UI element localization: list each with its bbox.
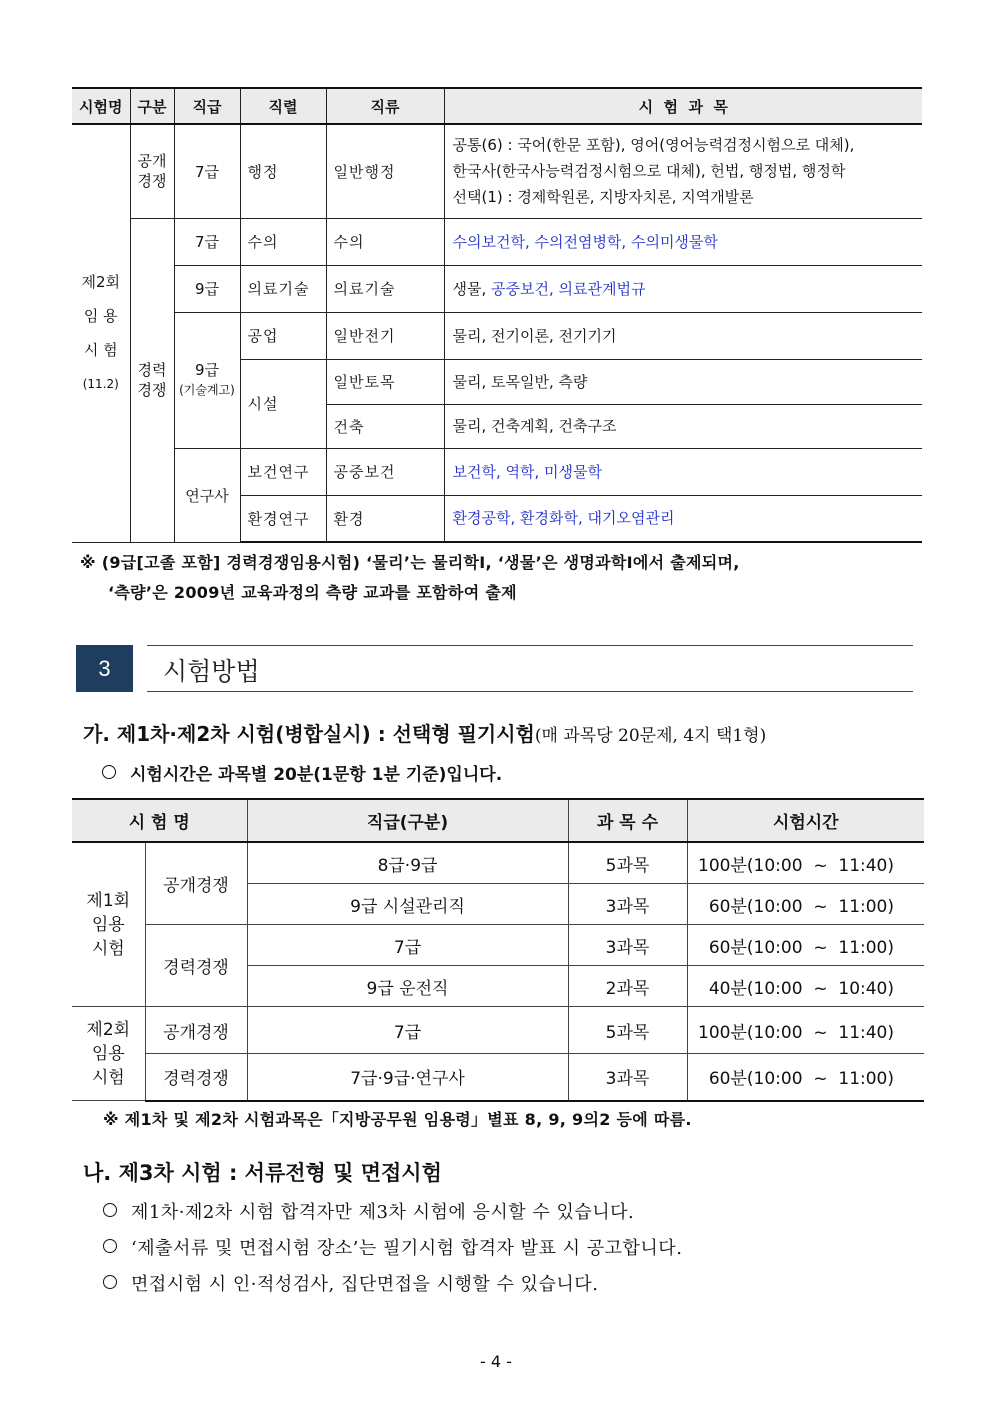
time-cell: 100분(10:00 ~ 11:40) — [687, 1007, 924, 1054]
category-career: 경력 경쟁 — [130, 218, 174, 542]
grade-cell: 7급·9급·연구사 — [247, 1054, 568, 1101]
category-career: 경력경쟁 — [145, 925, 247, 1007]
note-line: ‘측량’은 2009년 교육과정의 측량 교과를 포함하여 출제 — [108, 583, 517, 602]
count-cell: 3과목 — [568, 1054, 687, 1101]
circle-bullet-icon — [103, 1203, 117, 1217]
series-cell: 행정 — [240, 124, 326, 218]
category-career: 경력경쟁 — [145, 1054, 247, 1101]
header-category: 구분 — [130, 88, 174, 124]
subjects-cell: 물리, 건축계획, 건축구조 — [444, 404, 922, 448]
series-cell: 보건연구 — [240, 448, 326, 495]
circle-bullet-icon — [103, 1275, 117, 1289]
grade-label: 9급 — [194, 361, 220, 379]
table-header-row — [72, 799, 924, 842]
bullet-text: 제1차·제2차 시험 합격자만 제3차 시험에 응시할 수 있습니다. — [131, 1202, 635, 1223]
section-divider — [147, 691, 913, 692]
exam-name-line: 임 용 — [83, 307, 118, 326]
count-cell: 5과목 — [568, 1007, 687, 1054]
time-cell: 40분(10:00 ~ 10:40) — [687, 966, 924, 1007]
subjects-cell: 수의보건학, 수의전염병학, 수의미생물학 — [444, 218, 922, 265]
header-grade: 직급 — [174, 88, 240, 124]
note-physics-biology — [80, 548, 930, 608]
section-divider — [147, 645, 913, 646]
count-cell: 3과목 — [568, 925, 687, 966]
grade-cell: 7급 — [174, 218, 240, 265]
header-subjects: 시 험 과 목 — [444, 88, 922, 124]
class-cell: 의료기술 — [326, 265, 444, 312]
table-row — [72, 1054, 924, 1101]
subjects-cell: 보건학, 역학, 미생물학 — [444, 448, 922, 495]
table-row — [72, 925, 924, 966]
category-open: 공개경쟁 — [145, 1007, 247, 1054]
grade-cell: 7급 — [247, 925, 568, 966]
header-subject-count: 과 목 수 — [568, 799, 687, 842]
time-cell: 100분(10:00 ~ 11:40) — [687, 842, 924, 884]
subjects-cell: 물리, 토목일반, 측량 — [444, 359, 922, 404]
circle-bullet-icon — [102, 765, 116, 779]
class-cell: 수의 — [326, 218, 444, 265]
class-cell: 일반행정 — [326, 124, 444, 218]
subjects-cell — [444, 265, 922, 312]
header-class: 직류 — [326, 88, 444, 124]
table-row — [72, 842, 924, 884]
exam-date: (11.2) — [82, 377, 119, 392]
series-cell: 공업 — [240, 312, 326, 359]
subjects-cell — [444, 124, 922, 218]
class-cell: 공중보건 — [326, 448, 444, 495]
series-cell: 환경연구 — [240, 495, 326, 542]
grade-cell: 9급 운전직 — [247, 966, 568, 1007]
subjects-line: 한국사(한국사능력검정시험으로 대체), 헌법, 행정법, 행정학 — [452, 162, 846, 181]
bullet-text: 면접시험 시 인·적성검사, 집단면접을 시행할 수 있습니다. — [131, 1274, 599, 1295]
class-cell: 환경 — [326, 495, 444, 542]
class-cell: 일반전기 — [326, 312, 444, 359]
part-na-heading: 나. 제3차 시험 : 서류전형 및 면접시험 — [83, 1161, 442, 1185]
note-line: ※ (9급[고졸 포함] 경력경쟁임용시험) ‘물리’는 물리학Ⅰ, ‘생물’은 생명과학Ⅰ에서 출제되며, — [80, 553, 740, 572]
table-row — [72, 124, 922, 218]
part-ga-heading-note: (매 과목당 20문제, 4지 택1형) — [534, 726, 767, 746]
note-legal-basis: ※ 제1차 및 제2차 시험과목은「지방공무원 임용령」별표 8, 9, 9의2 등에 따름. — [103, 1110, 692, 1129]
time-cell: 60분(10:00 ~ 11:00) — [687, 884, 924, 925]
grade-cell — [174, 312, 240, 448]
part-na-bullet — [103, 1234, 682, 1260]
subjects-plain: 생물, — [452, 279, 492, 298]
table-row — [72, 218, 922, 265]
exam-name-line: 제2회 — [81, 273, 121, 292]
table-row — [72, 312, 922, 359]
part-ga-heading: 가. 제1차·제2차 시험(병합실시) : 선택형 필기시험 — [83, 722, 535, 746]
table-row — [72, 265, 922, 312]
exam-name-cell — [72, 124, 130, 542]
series-cell: 시설 — [240, 359, 326, 448]
header-exam-name: 시험명 — [72, 88, 130, 124]
grade-note: (기술계고) — [179, 383, 235, 397]
table-header-row — [72, 88, 922, 124]
header-series: 직렬 — [240, 88, 326, 124]
grade-cell: 9급 시설관리직 — [247, 884, 568, 925]
subjects-cell: 환경공학, 환경화학, 대기오염관리 — [444, 495, 922, 542]
count-cell: 5과목 — [568, 842, 687, 884]
subjects-line: 선택(1) : 경제학원론, 지방자치론, 지역개발론 — [452, 188, 754, 207]
time-cell: 60분(10:00 ~ 11:00) — [687, 925, 924, 966]
exam2-cell: 제2회 임용 시험 — [72, 1007, 145, 1101]
bullet-text: 시험시간은 과목별 20분(1문항 1분 기준)입니다. — [130, 765, 503, 785]
exam1-cell: 제1회 임용 시험 — [72, 842, 145, 1007]
part-na-bullet — [103, 1198, 634, 1224]
part-ga-bullet — [102, 760, 502, 785]
grade-cell: 7급 — [174, 124, 240, 218]
class-cell: 일반토목 — [326, 359, 444, 404]
count-cell: 3과목 — [568, 884, 687, 925]
section-number: 3 — [76, 645, 133, 692]
section-title: 시험방법 — [163, 657, 260, 686]
series-cell: 수의 — [240, 218, 326, 265]
category-open: 공개 경쟁 — [130, 124, 174, 218]
grade-cell: 8급·9급 — [247, 842, 568, 884]
header-grade: 직급(구분) — [247, 799, 568, 842]
count-cell: 2과목 — [568, 966, 687, 1007]
exam-subjects-table — [72, 87, 922, 543]
exam-time-table — [72, 798, 924, 1102]
grade-cell: 연구사 — [174, 448, 240, 542]
time-cell: 60분(10:00 ~ 11:00) — [687, 1054, 924, 1101]
series-cell: 의료기술 — [240, 265, 326, 312]
class-cell: 건축 — [326, 404, 444, 448]
part-ga-heading-block — [83, 718, 766, 747]
table-row — [72, 1007, 924, 1054]
page-number: - 4 - — [480, 1352, 512, 1371]
header-exam-time: 시험시간 — [687, 799, 924, 842]
grade-cell: 7급 — [247, 1007, 568, 1054]
exam-name-line: 시 험 — [83, 341, 118, 360]
header-exam-name: 시 험 명 — [72, 799, 247, 842]
grade-cell: 9급 — [174, 265, 240, 312]
table-row — [72, 448, 922, 495]
bullet-text: ‘제출서류 및 면접시험 장소’는 필기시험 합격자 발표 시 공고합니다. — [131, 1238, 683, 1259]
category-open: 공개경쟁 — [145, 842, 247, 925]
subjects-line: 공통(6) : 국어(한문 포함), 영어(영어능력검정시험으로 대체), — [452, 136, 855, 155]
subjects-cell: 물리, 전기이론, 전기기기 — [444, 312, 922, 359]
subjects-highlight: 공중보건, 의료관계법규 — [491, 279, 646, 298]
part-na-bullet — [103, 1270, 598, 1296]
circle-bullet-icon — [103, 1239, 117, 1253]
